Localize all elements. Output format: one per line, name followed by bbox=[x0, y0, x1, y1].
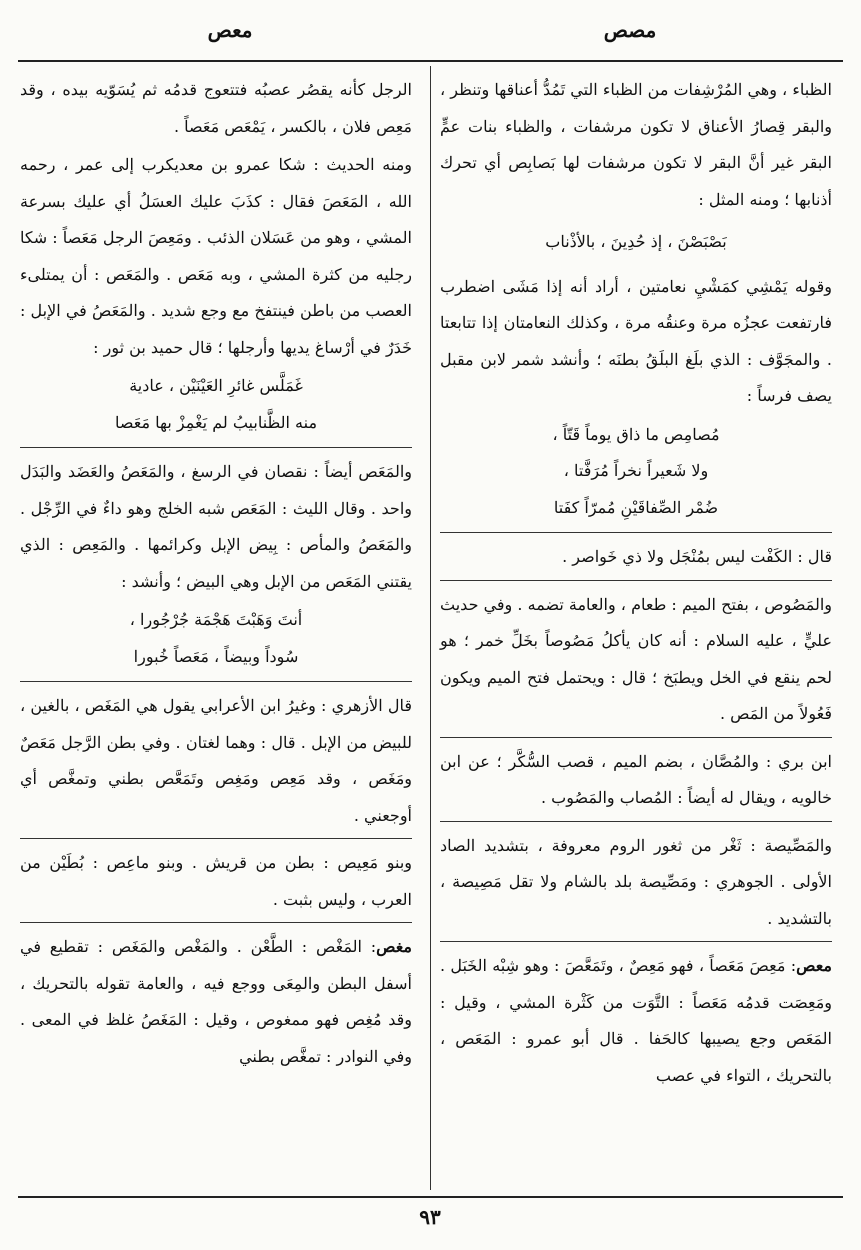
page-number: ٩٣ bbox=[419, 1205, 441, 1229]
entry-headword: مغص bbox=[376, 937, 412, 956]
paragraph: ومنه الحديث : شكا عمرو بن معديكرب إلى عمر ، رحمه الله ، المَعَصَ فقال : كذَبَ عليك العسَلُ أي عليك بسرعة المشي ، وهو من عَسَلان الذئب . ومَعِصَ الرجل مَعَصاً : شكا رجليه من كثرة المشي ، وبه مَعَص . والمَعَص : أن يمتلىء العصب من باطن فينتفخ مع وجع شديد . والمَعَصُ في الإبل : خَدَرٌ في أرْساغ يديها وأرجلها ؛ قال حميد بن ثور : bbox=[20, 155, 412, 357]
separator bbox=[440, 532, 832, 533]
paragraph: والمَصِّيصة : ثَغْر من ثغور الروم معروفة ، بتشديد الصاد الأولى . الجوهري : ومَصِّيصة بلد بالشام ولا تقل مَصِيصة ، بالتشديد . bbox=[440, 835, 832, 928]
entry-headword: معص bbox=[796, 956, 832, 975]
separator bbox=[440, 941, 832, 942]
paragraph: ابن بري : والمُصَّان ، بضم الميم ، قصب السُّكَّر ؛ عن ابن خالويه ، ويقال له أيضاً : المُصاب والمَصُوب . bbox=[440, 751, 832, 807]
top-rule bbox=[18, 60, 843, 62]
paragraph: قال الأزهري : وغيرُ ابن الأعرابي يقول هي المَغَص ، بالغين ، للبيض من الإبل . قال : وهما لغتان . وفي بطن الرَّجل مَعَصٌ ومَغَص ، وقد مَعِص ومَغِص وتَمَعَّص بطني وتمغَّص أي أوجعني . bbox=[20, 696, 412, 825]
separator bbox=[20, 922, 412, 923]
page-header bbox=[0, 18, 861, 48]
separator bbox=[440, 821, 832, 822]
paragraph: والمَعَص أيضاً : نقصان في الرسغ ، والمَعَصُ والعَضَد والبَدَل واحد . وقال الليث : المَعَص شبه الخلج وهو داءٌ في الرِّجْل . والمَعَصُ والمأص : بِيض الإبل وكرائمها . والمَعِص : الذي يقتني المَعَص من الإبل وهي البيض ؛ وأنشد : bbox=[20, 462, 412, 591]
paragraph: والمَصُوص ، بفتح الميم : طعام ، والعامة تضمه . وفي حديث عليٍّ ، عليه السلام : أنه كان يأكلُ مَصُوصاً بخَلِّ خمر ؛ هو لحم ينقع في الخل ويطبَخ ؛ قال : ويحتمل فتح الميم ويكون فَعُولاً من المَص . bbox=[440, 594, 832, 723]
entry-text: : المَغْص : الطَّعْن . والمَغْص والمَغَص : تقطيع في أسفل البطن والمِعَى ووجع فيه ، والعامة تقوله بالتحريك ، وقد مُغِص فهو ممغوص ، وقيل : المَغَصُ غلظ في المعى . وفي النوادر : تمغَّص بطني bbox=[20, 937, 412, 1066]
verse: بَصْبَصْنَ ، إذ حُدِينَ ، بالأذْناب bbox=[545, 232, 727, 251]
separator bbox=[440, 580, 832, 581]
paragraph: وقوله يَمْشِي كمَشْيِ نعامتين ، أراد أنه إذا مَشَى اضطرب فارتفعت عجزُه مرة وعنقُه مرة ، وكذلك النعامتان إذا تتابعتا . والمجَوَّف : الذي بلَغ البلَقُ بطنَه ؛ وأنشد شمر لابن مقبل يصف فرساً : bbox=[440, 276, 832, 405]
paragraph: قال : الكَفْت ليس بمُنْجَل ولا ذي خَواصر . bbox=[562, 547, 832, 566]
paragraph: الظباء ، وهي المُرْشِفات من الظباء التي تَمُدُّ أعناقها وتنظر ، والبقر قِصارُ الأعناق لا تكون مرشفات ، والظباء بنات عمٍّ البقر غير أنَّ البقر لا تكون مرشفات لها بَصابِص أي تحرك أذنابها ؛ ومنه المثل : bbox=[440, 80, 832, 209]
entry-paragraph bbox=[440, 948, 832, 1094]
column-divider bbox=[430, 66, 431, 1190]
separator bbox=[20, 681, 412, 682]
paragraph: الرجل كأنه يقصُر عصبُه فتتعوج قدمُه ثم يُسَوّيه بيده ، وقد مَعِص فلان ، بالكسر ، يَمْعَص مَعَصاً . bbox=[20, 80, 412, 136]
running-head-left: معص bbox=[207, 18, 253, 42]
verse: منه الظَّنابيبُ لم يَغْمِزْ بها مَعَصا bbox=[114, 412, 318, 432]
separator bbox=[20, 838, 412, 839]
entry-paragraph bbox=[20, 929, 412, 1075]
right-column bbox=[440, 72, 832, 1096]
bottom-rule bbox=[18, 1196, 843, 1198]
entry-text: : مَعِصَ مَعَصاً ، فهو مَعِصٌ ، وتَمَعَّصَ : وهو شِبْه الخَبَل . ومَعِصَت قدمُه مَعَصاً : التَّوَت من كَثْرة المشي ، وقيل : المَعَص وجع يصيبها كالحَفا . قال أبو عمرو : المَعَص ، بالتحريك ، التواء في عصب bbox=[440, 956, 832, 1085]
separator bbox=[440, 737, 832, 738]
left-column bbox=[20, 72, 412, 1077]
verse: ضُمْر الصِّفاقَيْنِ مُمرّاً كفَتا bbox=[553, 497, 719, 517]
verse: غَمَلَّس غائرِ العَيْنَيْن ، عادية bbox=[129, 376, 303, 395]
separator bbox=[20, 447, 412, 448]
paragraph: وبنو مَعِيص : بطن من قريش . وبنو ماعِص : بُطَيْن من العرب ، وليس بثبت . bbox=[20, 853, 412, 909]
running-head-right: مصص bbox=[603, 18, 657, 42]
verse: ولا شَعيراً نخراً مُرَفَّتا ، bbox=[563, 461, 709, 480]
verse: أنتَ وَهَبْتَ هَجْمَة جُرْجُورا ، bbox=[129, 610, 303, 629]
verse: سُوداً وبيضاً ، مَعَصاً خُبورا bbox=[133, 646, 299, 666]
verse: مُصامِص ما ذاق يوماً قَتّاً ، bbox=[552, 424, 720, 444]
